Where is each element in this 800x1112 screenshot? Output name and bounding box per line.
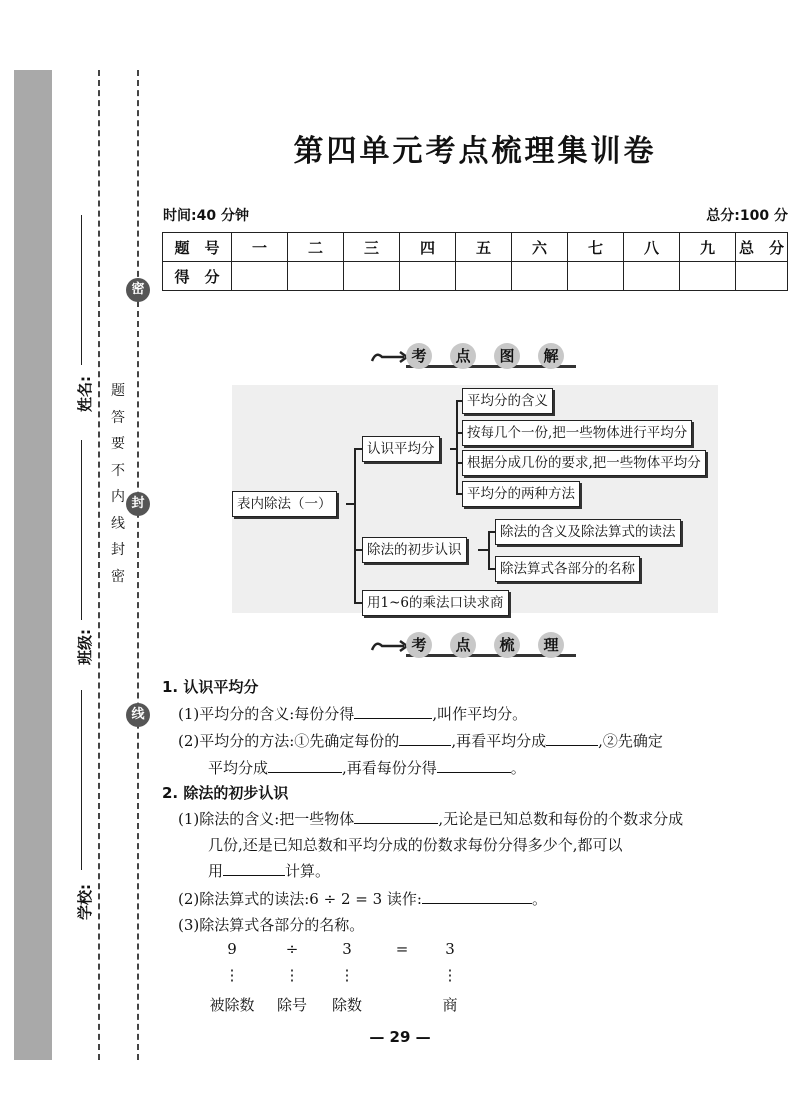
concept-map-leaf: 除法的含义及除法算式的读法 bbox=[495, 519, 681, 545]
q-text: (1)平均分的含义:每份分得 bbox=[178, 705, 355, 723]
section1-q2-line2 bbox=[208, 755, 526, 781]
score-header-cell: 三 bbox=[344, 233, 400, 262]
section2-q1-line1 bbox=[178, 806, 683, 832]
banner-concept-map bbox=[370, 343, 576, 371]
school-label: 学校: bbox=[76, 884, 94, 920]
score-table-score-row bbox=[163, 262, 788, 291]
map-connector bbox=[354, 448, 362, 450]
notice-char: 内 bbox=[111, 489, 125, 505]
equation-dots: ⋮ bbox=[224, 966, 240, 984]
q-text: 。 bbox=[531, 890, 547, 908]
banner-char: 理 bbox=[538, 632, 564, 658]
map-connector bbox=[354, 602, 362, 604]
score-table bbox=[162, 232, 788, 291]
score-cell[interactable] bbox=[344, 262, 400, 291]
seal-feng: 封 bbox=[126, 492, 150, 516]
q-text: (2)平均分的方法:①先确定每份的 bbox=[178, 732, 400, 750]
notice-char: 线 bbox=[111, 515, 125, 532]
score-cell[interactable] bbox=[680, 262, 736, 291]
banner-char: 考 bbox=[406, 343, 432, 369]
equation-dividend: 9 bbox=[227, 940, 237, 958]
notice-char: 密 bbox=[111, 568, 125, 585]
banner-char: 点 bbox=[450, 632, 476, 658]
score-header-cell: 总 分 bbox=[736, 233, 788, 262]
class-label: 班级: bbox=[76, 629, 94, 665]
score-cell[interactable] bbox=[624, 262, 680, 291]
banner-char: 考 bbox=[406, 632, 432, 658]
equation-quotient: 3 bbox=[445, 940, 455, 958]
answer-blank[interactable] bbox=[546, 729, 598, 746]
concept-map-branch: 除法的初步认识 bbox=[362, 537, 467, 563]
arrow-icon bbox=[370, 636, 410, 654]
q-text: 平均分成 bbox=[208, 759, 269, 777]
map-connector bbox=[456, 400, 458, 493]
answer-blank[interactable] bbox=[268, 756, 342, 773]
banner-char: 梳 bbox=[494, 632, 520, 658]
score-header-cell: 题 号 bbox=[163, 233, 232, 262]
q-text: 计算。 bbox=[285, 862, 331, 880]
answer-blank[interactable] bbox=[422, 887, 532, 904]
map-connector bbox=[346, 503, 354, 505]
score-header-cell: 四 bbox=[400, 233, 456, 262]
answer-blank[interactable] bbox=[354, 702, 432, 719]
time-label: 时间:40 分钟 bbox=[163, 208, 249, 224]
score-cell[interactable] bbox=[736, 262, 788, 291]
seal-xian: 线 bbox=[126, 703, 150, 727]
section2-heading: 2. 除法的初步认识 bbox=[162, 784, 289, 802]
class-blank-line bbox=[81, 440, 82, 620]
notice-char: 答 bbox=[111, 409, 125, 426]
equation-divide-sign: ÷ bbox=[285, 940, 299, 958]
map-connector bbox=[488, 568, 495, 570]
section2-q3: (3)除法算式各部分的名称。 bbox=[178, 916, 365, 934]
concept-map-branch: 用1~6的乘法口诀求商 bbox=[362, 590, 509, 616]
q-text: ,无论是已知总数和每份的个数求分成 bbox=[438, 810, 684, 828]
q-text: (1)除法的含义:把一些物体 bbox=[178, 810, 355, 828]
label-divide-sign: 除号 bbox=[276, 996, 307, 1014]
concept-map-root: 表内除法（一） bbox=[232, 491, 337, 517]
section2-q2 bbox=[178, 886, 547, 912]
score-header-cell: 九 bbox=[680, 233, 736, 262]
q-text: (2)除法算式的读法:6 ÷ 2 = 3 读作: bbox=[178, 890, 422, 908]
concept-map-leaf: 平均分的含义 bbox=[462, 388, 553, 414]
name-blank-line bbox=[81, 215, 82, 365]
score-cell[interactable] bbox=[456, 262, 512, 291]
section2-q1-line3 bbox=[208, 858, 330, 884]
score-header-cell: 二 bbox=[288, 233, 344, 262]
map-connector bbox=[354, 448, 356, 603]
score-header-cell: 一 bbox=[232, 233, 288, 262]
answer-blank[interactable] bbox=[437, 756, 511, 773]
section1-q2-line1 bbox=[178, 728, 663, 754]
score-header-cell: 八 bbox=[624, 233, 680, 262]
banner-char: 点 bbox=[450, 343, 476, 369]
q-text: 用 bbox=[208, 862, 224, 880]
seal-mi: 密 bbox=[126, 278, 150, 302]
q-text: 。 bbox=[510, 759, 526, 777]
page-number: — 29 — bbox=[369, 1028, 431, 1046]
score-header-cell: 六 bbox=[512, 233, 568, 262]
q-text: ,叫作平均分。 bbox=[432, 705, 528, 723]
banner-char: 解 bbox=[538, 343, 564, 369]
label-quotient: 商 bbox=[442, 996, 458, 1014]
answer-blank[interactable] bbox=[354, 807, 438, 824]
map-connector bbox=[354, 549, 362, 551]
page-title: 第四单元考点梳理集训卷 bbox=[293, 134, 657, 169]
score-header-cell: 五 bbox=[456, 233, 512, 262]
arrow-icon bbox=[370, 347, 410, 365]
label-dividend: 被除数 bbox=[209, 996, 255, 1014]
concept-map-leaf: 平均分的两种方法 bbox=[462, 481, 580, 507]
map-connector bbox=[488, 531, 490, 569]
score-cell[interactable] bbox=[288, 262, 344, 291]
equation-dots: ⋮ bbox=[442, 966, 458, 984]
score-cell[interactable] bbox=[568, 262, 624, 291]
name-label: 姓名: bbox=[76, 376, 94, 412]
score-row-label: 得 分 bbox=[163, 262, 232, 291]
answer-blank[interactable] bbox=[223, 859, 285, 876]
binding-dash-line-inner bbox=[137, 70, 139, 1060]
score-cell[interactable] bbox=[400, 262, 456, 291]
answer-blank[interactable] bbox=[399, 729, 451, 746]
map-connector bbox=[488, 531, 495, 533]
label-divisor: 除数 bbox=[331, 996, 362, 1014]
q-text: ,再看平均分成 bbox=[451, 732, 547, 750]
equation-dots: ⋮ bbox=[284, 966, 300, 984]
score-cell[interactable] bbox=[232, 262, 288, 291]
score-cell[interactable] bbox=[512, 262, 568, 291]
score-table-header-row bbox=[163, 233, 788, 262]
binding-sidebar bbox=[14, 70, 52, 1060]
notice-char: 不 bbox=[111, 462, 125, 479]
binding-dash-line-outer bbox=[98, 70, 100, 1060]
q-text: ,②先确定 bbox=[598, 732, 663, 750]
map-connector bbox=[478, 549, 488, 551]
equation-dots: ⋮ bbox=[339, 966, 355, 984]
notice-char: 封 bbox=[111, 542, 125, 558]
score-header-cell: 七 bbox=[568, 233, 624, 262]
equation-equals: = bbox=[395, 940, 409, 958]
notice-char: 要 bbox=[111, 436, 125, 452]
concept-map-branch: 认识平均分 bbox=[362, 436, 440, 462]
concept-map-leaf: 按每几个一份,把一些物体进行平均分 bbox=[462, 420, 692, 446]
q-text: ,再看每份分得 bbox=[342, 759, 437, 777]
section1-q1 bbox=[178, 701, 527, 727]
banner-char: 图 bbox=[494, 343, 520, 369]
section2-q1-line2: 几份,还是已知总数和平均分成的份数求每份分得多少个,都可以 bbox=[208, 836, 623, 854]
concept-map-leaf: 除法算式各部分的名称 bbox=[495, 556, 640, 582]
equation-divisor: 3 bbox=[342, 940, 352, 958]
notice-char: 题 bbox=[111, 383, 125, 399]
concept-map-leaf: 根据分成几份的要求,把一些物体平均分 bbox=[462, 450, 706, 476]
banner-key-points bbox=[370, 632, 576, 660]
binding-notice bbox=[106, 378, 130, 590]
school-blank-line bbox=[81, 690, 82, 870]
total-score-label: 总分:100 分 bbox=[706, 208, 788, 224]
section1-heading: 1. 认识平均分 bbox=[162, 678, 259, 696]
